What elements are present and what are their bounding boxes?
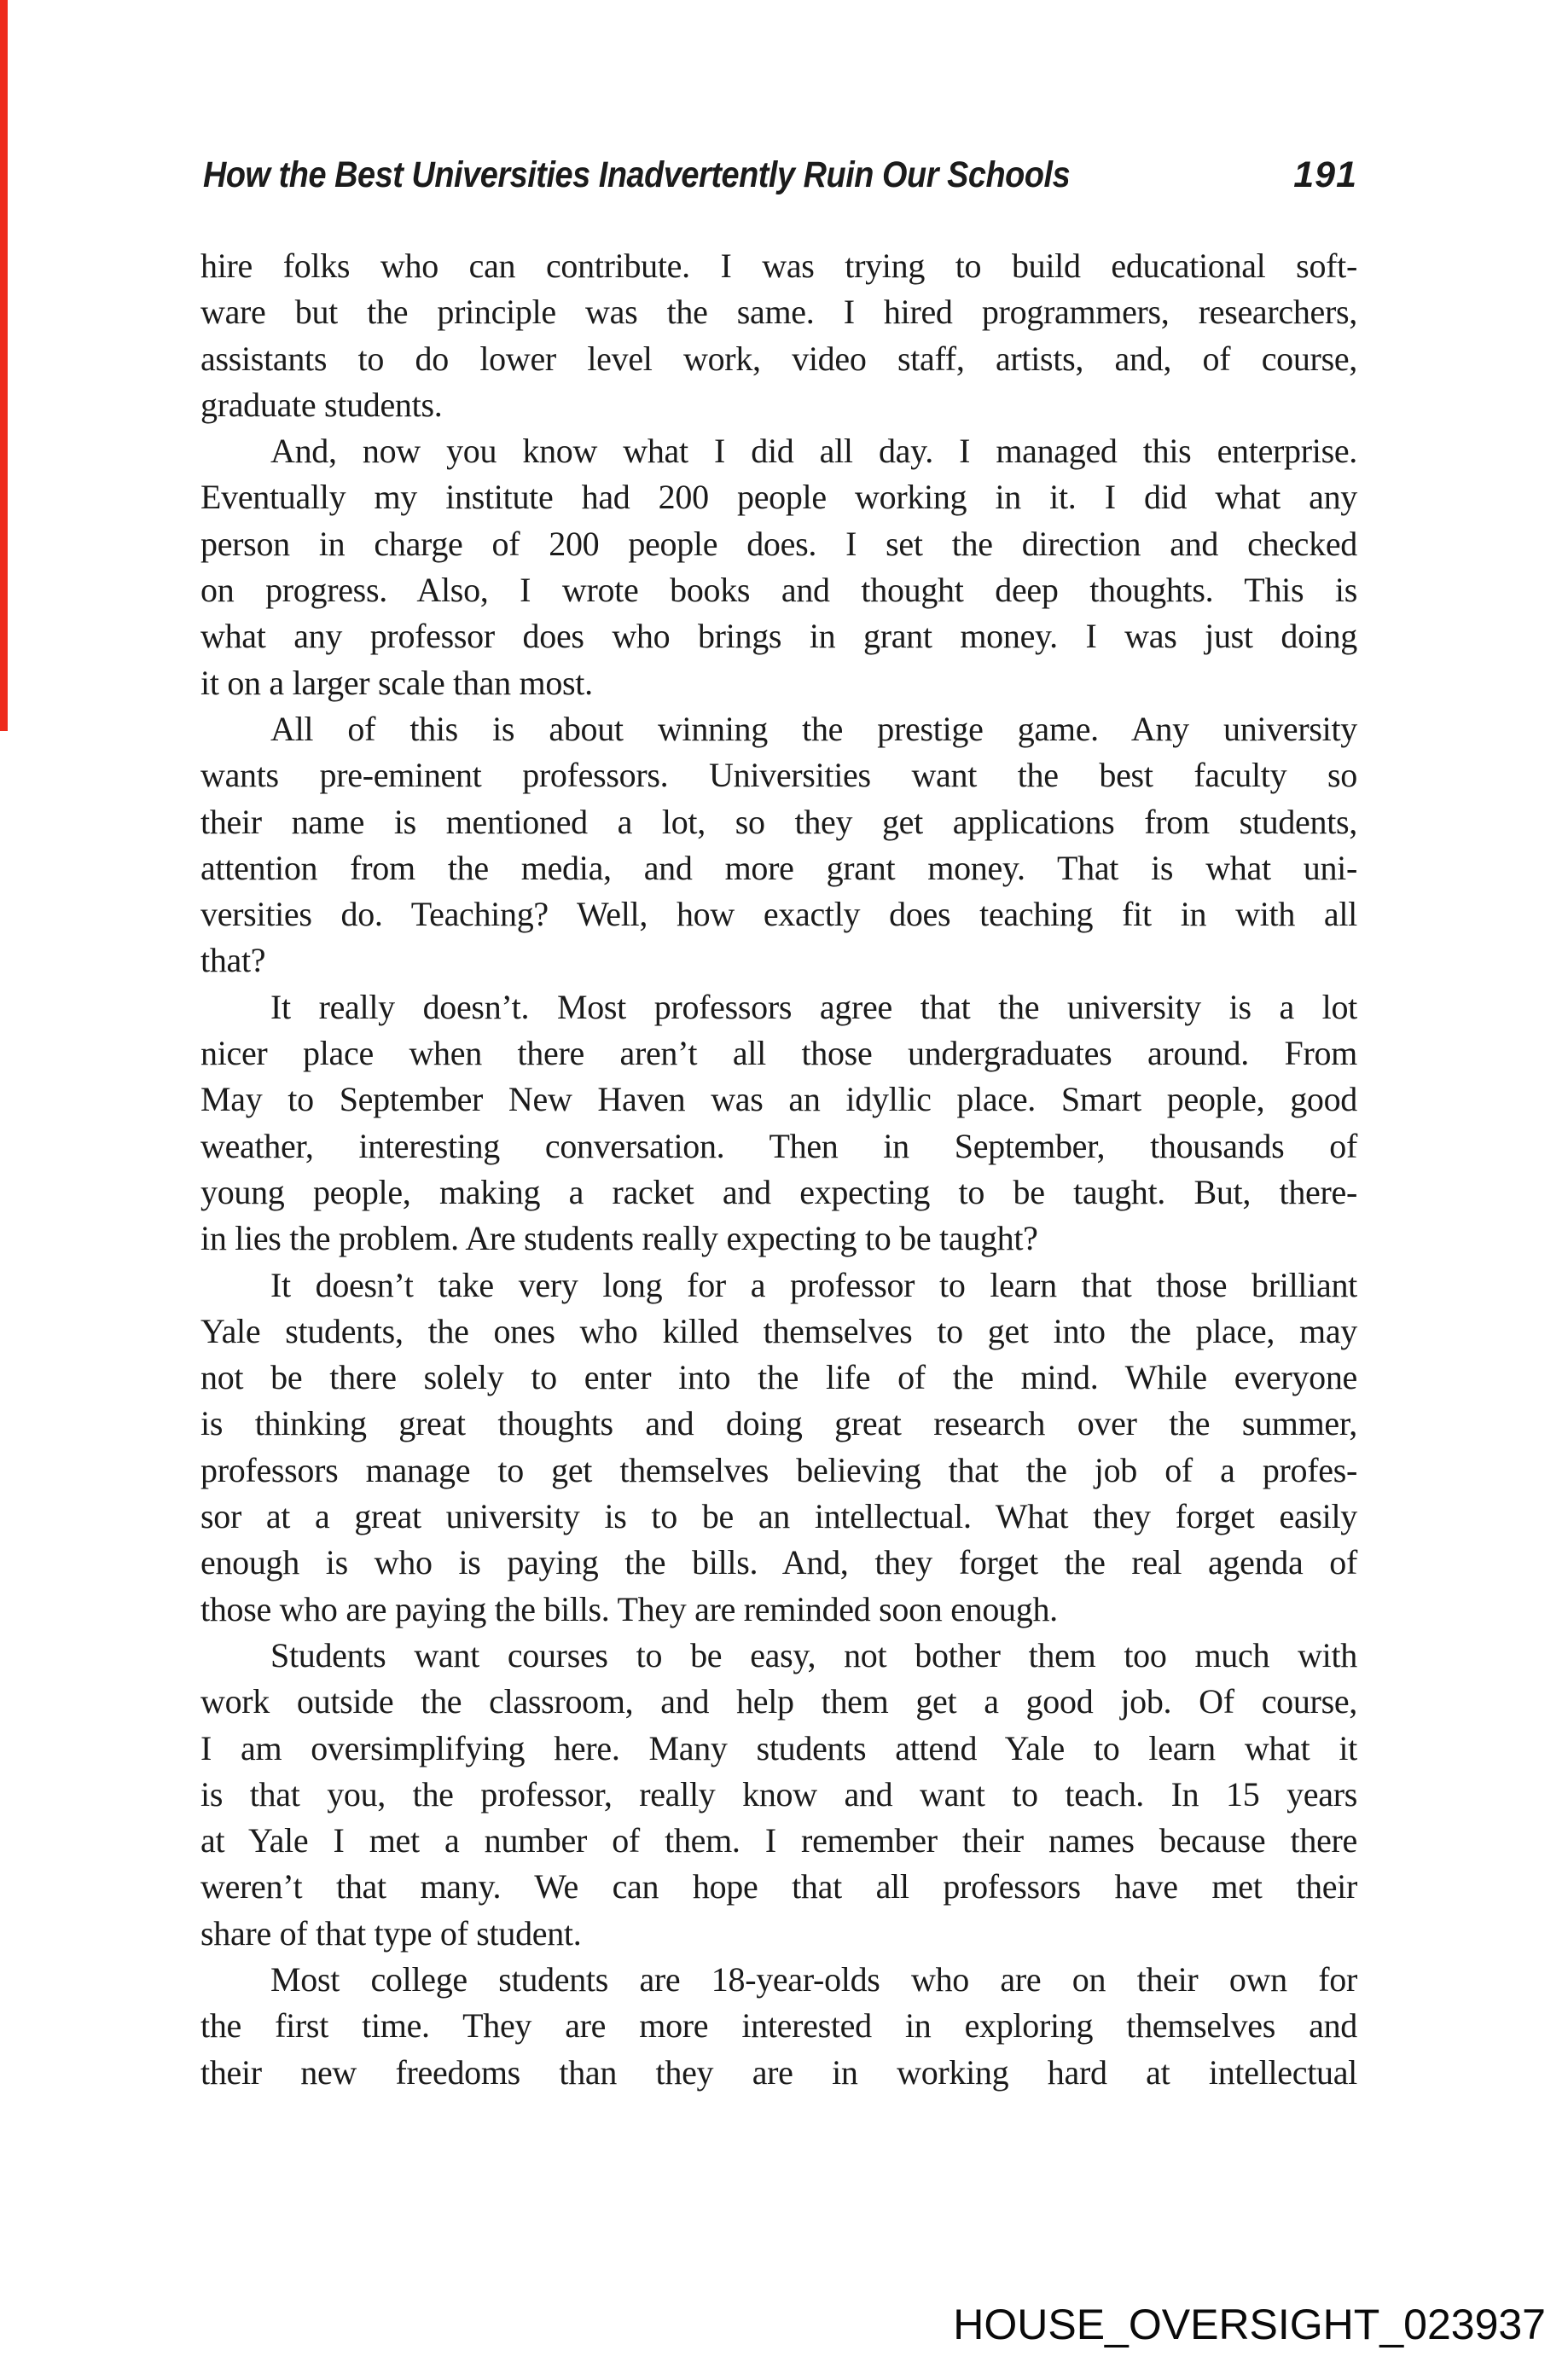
text-line: It really doesn’t. Most professors agree that the university is a lot (270, 987, 1357, 1026)
text-line: that? (200, 941, 266, 980)
text-line: assistants to do lower level work, video staff, artists, and, of course, (200, 339, 1357, 378)
text-line: work outside the classroom, and help them get a good job. Of course, (200, 1682, 1357, 1721)
text-line: what any professor does who brings in grant money. I was just doing (200, 617, 1357, 656)
scan-artifact-red-stripe (0, 0, 8, 731)
body-text-block (200, 243, 1357, 2096)
text-line: Yale students, the ones who killed themselves to get into the place, may (200, 1311, 1357, 1350)
text-line: wants pre-eminent professors. Universities want the best faculty so (200, 756, 1357, 795)
text-line: person in charge of 200 people does. I set the direction and checked (200, 524, 1357, 563)
text-line: weren’t that many. We can hope that all professors have met their (200, 1867, 1357, 1906)
text-line: It doesn’t take very long for a professor to learn that those brilliant (270, 1265, 1357, 1304)
running-head-title: How the Best Universities Inadvertently Ruin Our Schools (203, 154, 1071, 195)
page-number: 191 (1293, 154, 1357, 195)
text-line: graduate students. (200, 385, 443, 424)
text-line: nicer place when there aren’t all those undergraduates around. From (200, 1034, 1357, 1073)
text-line: at Yale I met a number of them. I remember their names because there (200, 1821, 1357, 1860)
text-line: on progress. Also, I wrote books and thought deep thoughts. This is (200, 571, 1357, 610)
text-line: not be there solely to enter into the life of the mind. While everyone (200, 1358, 1357, 1397)
text-line: share of that type of student. (200, 1913, 582, 1953)
text-line: is that you, the professor, really know and want to teach. In 15 years (200, 1774, 1357, 1814)
text-line: weather, interesting conversation. Then in September, thousands of (200, 1126, 1357, 1165)
text-line: it on a larger scale than most. (200, 663, 593, 702)
text-line: hire folks who can contribute. I was trying to build educational soft- (200, 247, 1357, 285)
text-line: Most college students are 18-year-olds who are on their own for (270, 1959, 1357, 1999)
text-line: attention from the media, and more grant money. That is what uni- (200, 848, 1357, 887)
text-line: All of this is about winning the prestige game. Any university (270, 709, 1357, 748)
text-line: their new freedoms than they are in working hard at intellectual (200, 2052, 1357, 2092)
page-header (200, 154, 1357, 207)
text-line: versities do. Teaching? Well, how exactly does teaching fit in with all (200, 895, 1357, 934)
text-line: May to September New Haven was an idyllic place. Smart people, good (200, 1080, 1357, 1119)
text-line: those who are paying the bills. They are reminded soon enough. (200, 1589, 1058, 1628)
text-line: Eventually my institute had 200 people working in it. I did what any (200, 478, 1357, 517)
bates-number-stamp: HOUSE_OVERSIGHT_023937 (953, 2301, 1546, 2348)
text-line: professors manage to get themselves believing that the job of a profes- (200, 1450, 1357, 1489)
text-line: sor at a great university is to be an intellectual. What they forget easily (200, 1497, 1357, 1536)
text-line: is thinking great thoughts and doing great research over the summer, (200, 1404, 1357, 1443)
text-line: their name is mentioned a lot, so they get applications from students, (200, 802, 1357, 841)
text-line: I am oversimplifying here. Many students attend Yale to learn what it (200, 1728, 1357, 1767)
text-line: Students want courses to be easy, not bother them too much with (270, 1635, 1357, 1674)
text-line: the first time. They are more interested in exploring themselves and (200, 2006, 1357, 2046)
text-line: ware but the principle was the same. I hired programmers, researchers, (200, 293, 1357, 332)
text-line: And, now you know what I did all day. I managed this enterprise. (270, 432, 1357, 471)
text-line: in lies the problem. Are students really expecting to be taught? (200, 1219, 1038, 1258)
text-line: enough is who is paying the bills. And, they forget the real agenda of (200, 1543, 1357, 1582)
text-line: young people, making a racket and expecting to be taught. But, there- (200, 1172, 1357, 1211)
